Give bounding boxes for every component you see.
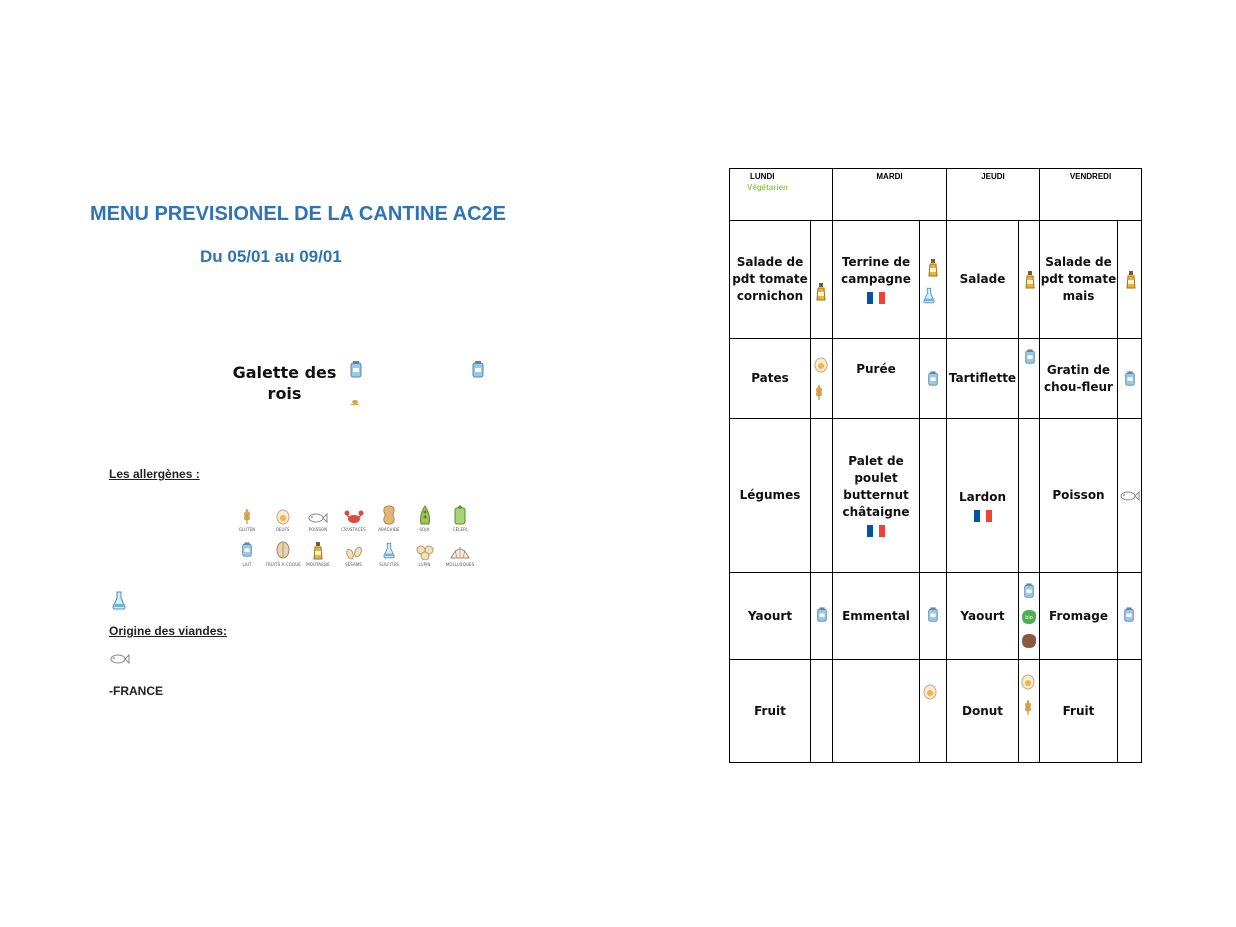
legend-label: SULFITES — [379, 562, 399, 567]
legend-item — [408, 538, 442, 567]
dish-cell: Terrine de campagne — [833, 221, 920, 339]
dish-cell: Yaourt — [947, 573, 1019, 660]
allergen-cell — [1019, 660, 1040, 763]
milk-icon — [927, 371, 939, 389]
day-header: JEUDI — [947, 169, 1040, 221]
dish-cell: Palet de poulet butternut châtaigne — [833, 419, 920, 573]
dish-cell: Poisson — [1040, 419, 1118, 573]
celery-icon — [443, 503, 477, 525]
france-flag-icon — [867, 292, 885, 304]
allergen-cell — [1118, 221, 1142, 339]
label-icon — [1020, 633, 1038, 649]
legend-item — [230, 538, 264, 567]
table-row — [730, 419, 1142, 573]
table-row — [730, 660, 1142, 763]
allergen-cell — [920, 660, 947, 763]
peanut-icon — [372, 503, 406, 525]
flask-icon — [372, 538, 406, 560]
legend-item — [337, 503, 371, 532]
milk-icon — [1024, 349, 1036, 367]
fish-icon — [110, 652, 130, 666]
dish-cell: Salade de pdt tomate mais — [1040, 221, 1118, 339]
allergen-cell — [1019, 339, 1040, 419]
allergen-cell — [1118, 660, 1142, 763]
day-header: MARDI — [833, 169, 947, 221]
wheat-icon — [230, 503, 264, 525]
soy-icon — [408, 503, 442, 525]
table-row — [730, 221, 1142, 339]
legend-item — [443, 538, 477, 567]
allergens-heading: Les allergènes : — [109, 467, 200, 481]
milk-icon — [927, 607, 939, 625]
milk-icon — [1123, 607, 1135, 625]
legend-label: CRUSTACÉS — [341, 527, 366, 532]
legend-item — [301, 503, 335, 532]
origin-heading: Origine des viandes: — [109, 624, 228, 638]
allergen-cell — [1118, 573, 1142, 660]
wheat-icon — [814, 385, 824, 401]
mustard-icon — [928, 259, 938, 277]
dish-cell: Fruit — [730, 660, 811, 763]
milk-icon — [1124, 371, 1136, 389]
shell-icon — [443, 538, 477, 560]
dish-cell: Purée — [833, 339, 920, 419]
allergen-cell — [1118, 419, 1142, 573]
dish-cell: Lardon — [947, 419, 1019, 573]
legend-item — [408, 503, 442, 532]
egg-icon — [814, 357, 828, 373]
legend-label: LAIT — [242, 562, 252, 567]
legend-label: GLUTEN — [238, 527, 256, 532]
france-flag-icon — [867, 525, 885, 537]
day-header: LUNDI Végétarien — [730, 169, 833, 221]
mustard-icon — [301, 538, 335, 560]
dish-cell: Salade — [947, 221, 1019, 339]
lupin-icon — [408, 538, 442, 560]
dish-cell: Tartiflette — [947, 339, 1019, 419]
legend-label: POISSON — [308, 527, 328, 532]
legend-label: FRUITS À COQUE — [265, 562, 301, 567]
page-title: MENU PREVISIONEL DE LA CANTINE AC2E — [90, 203, 506, 225]
milk-icon — [816, 607, 828, 625]
dish-cell: Emmental — [833, 573, 920, 660]
egg-icon — [923, 684, 937, 700]
mustard-icon — [816, 283, 826, 301]
milk-icon — [471, 361, 485, 381]
legend-label: SÉSAME — [345, 562, 362, 567]
allergen-cell — [1019, 419, 1040, 573]
legend-item — [266, 503, 300, 532]
legend-label: CÉLERI — [452, 527, 468, 532]
fish-icon — [1120, 489, 1140, 503]
table-header-row — [730, 169, 1142, 221]
dish-cell: Fruit — [1040, 660, 1118, 763]
organic-label-icon — [1020, 609, 1038, 625]
milk-icon — [230, 538, 264, 560]
wheat-icon — [350, 397, 360, 407]
allergen-cell — [811, 573, 833, 660]
legend-item — [301, 538, 335, 567]
vegetarian-note: Végétarien — [747, 183, 788, 192]
legend-item — [230, 503, 264, 532]
svg-text:bio: bio — [1025, 615, 1033, 621]
nut-icon — [266, 538, 300, 560]
legend-item — [443, 503, 477, 532]
allergen-cell — [920, 339, 947, 419]
crab-icon — [337, 503, 371, 525]
wheat-icon — [1023, 700, 1033, 716]
egg-icon — [266, 503, 300, 525]
table-row — [730, 339, 1142, 419]
allergen-cell — [811, 419, 833, 573]
sesame-icon — [337, 538, 371, 560]
mustard-icon — [1025, 271, 1035, 289]
mustard-icon — [1126, 271, 1136, 289]
legend-label: ARACHIDE — [378, 527, 400, 532]
legend-item — [266, 538, 300, 567]
dish-cell: Légumes — [730, 419, 811, 573]
legend-label: SOJA — [419, 527, 430, 532]
date-range: Du 05/01 au 09/01 — [200, 247, 342, 266]
dish-cell: Salade de pdt tomate cornichon — [730, 221, 811, 339]
legend-item — [372, 503, 406, 532]
allergen-cell — [811, 660, 833, 763]
legend-item — [337, 538, 371, 567]
allergen-cell — [1019, 221, 1040, 339]
allergen-cell — [920, 573, 947, 660]
flask-icon — [923, 287, 935, 305]
origin-country: -FRANCE — [109, 684, 163, 698]
fish-icon — [301, 503, 335, 525]
allergen-cell — [1019, 573, 1040, 660]
special-dish: Galette des rois — [232, 363, 337, 403]
dish-cell: Yaourt — [730, 573, 811, 660]
dish-cell — [833, 660, 920, 763]
menu-table — [729, 168, 1142, 763]
dish-cell: Pates — [730, 339, 811, 419]
milk-icon — [1023, 583, 1035, 601]
france-flag-icon — [974, 510, 992, 522]
flask-icon — [112, 591, 126, 611]
legend-label: LUPIN — [418, 562, 431, 567]
day-header: VENDREDI — [1040, 169, 1142, 221]
dish-cell: Gratin de chou-fleur — [1040, 339, 1118, 419]
egg-icon — [1021, 674, 1035, 690]
allergen-cell — [920, 221, 947, 339]
allergen-cell — [1118, 339, 1142, 419]
allergen-cell — [811, 221, 833, 339]
dish-cell: Donut — [947, 660, 1019, 763]
allergen-cell — [811, 339, 833, 419]
legend-label: MOUTARDE — [306, 562, 330, 567]
allergen-cell — [920, 419, 947, 573]
legend-label: MOLLUSQUES — [445, 562, 475, 567]
milk-icon — [349, 361, 363, 381]
legend-label: OEUFS — [275, 527, 290, 532]
table-row — [730, 573, 1142, 660]
legend-item — [372, 538, 406, 567]
dish-cell: Fromage — [1040, 573, 1118, 660]
